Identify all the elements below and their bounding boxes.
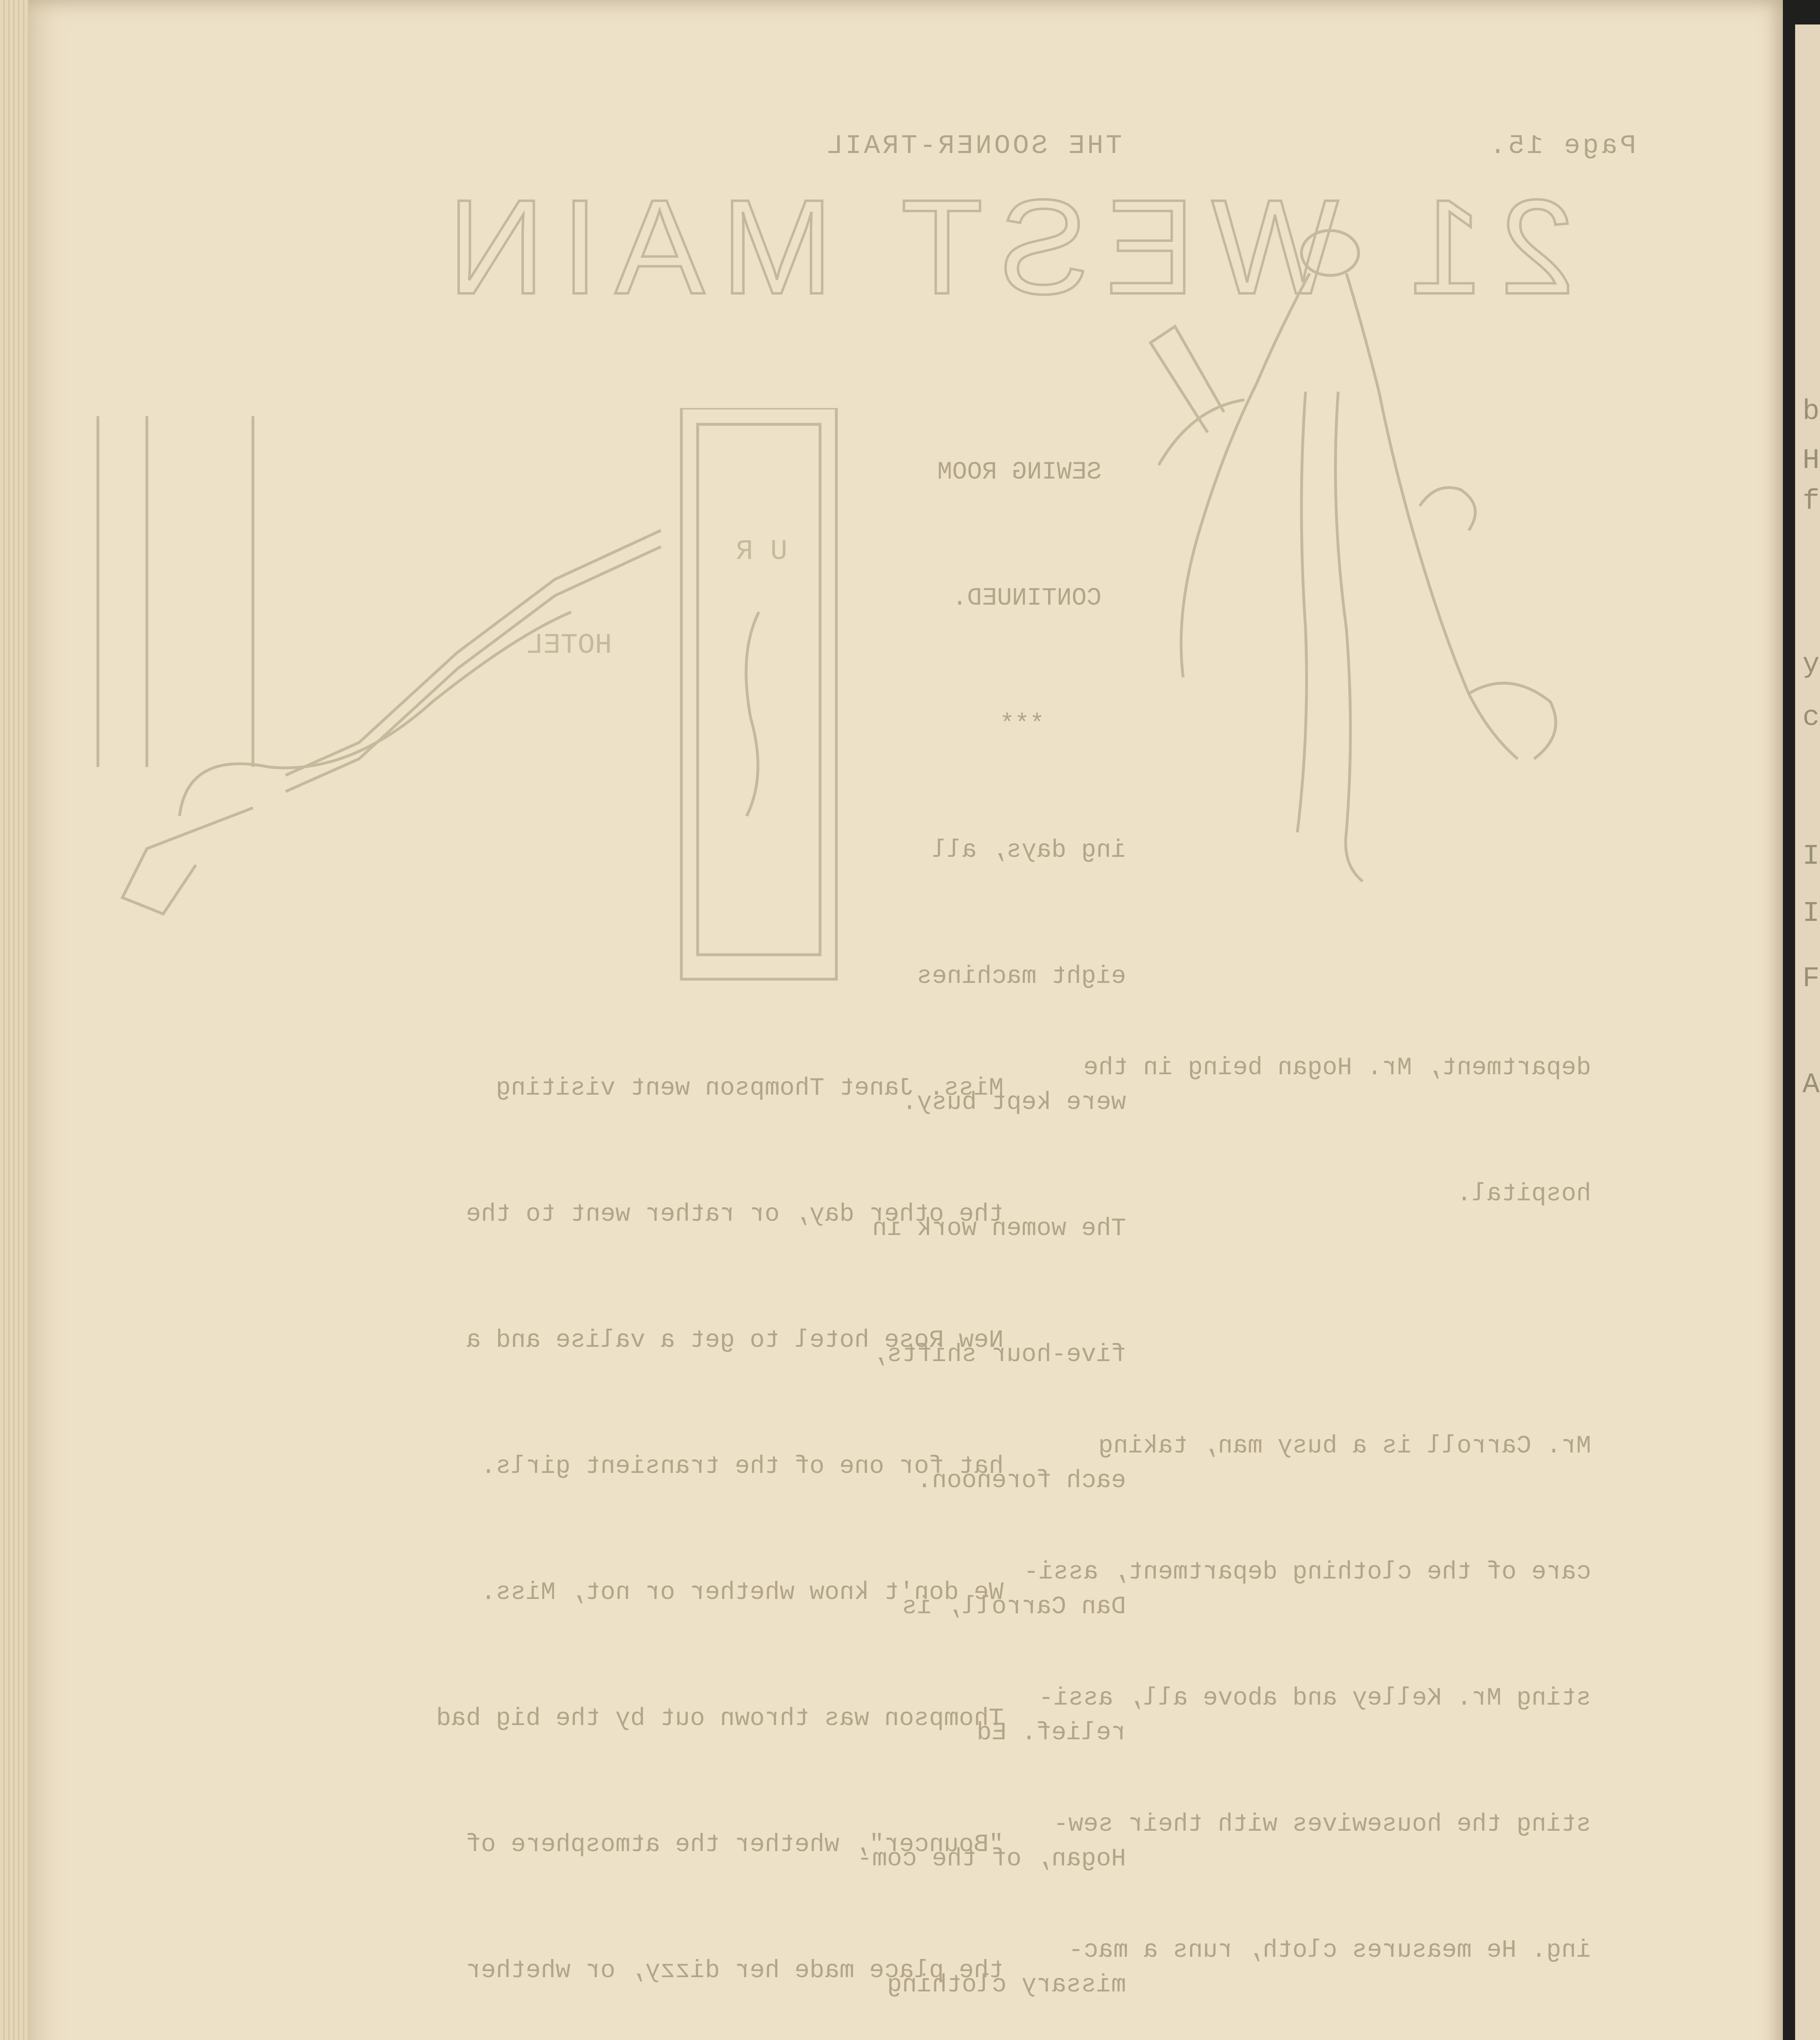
text-line: ing. He measures cloth, runs a mac- [1068,1936,1591,1965]
text-line: care of the clothing department, assi- [1023,1558,1591,1586]
text-line: New Rose hotel to get a valise and a [466,1326,1004,1355]
adjacent-letter: I [1802,898,1820,930]
door-lettering: U R [736,536,787,568]
text-line: Mr. Carroll is a busy man, taking [1098,1432,1591,1460]
separator-stars: *** [1000,710,1044,738]
text-line: eight machines [917,962,1126,991]
text-line: were kept busy. [902,1089,1126,1117]
adjacent-letter: f [1802,486,1820,518]
adjacent-letter: H [1802,445,1820,477]
hotel-sign-text: HOTEL [526,630,612,662]
text-line: the other day, or rather went to the [466,1200,1004,1228]
adjacent-letter: c [1802,702,1820,734]
text-line: the place made her dizzy, or whether [466,1957,1004,1985]
text-line: each forenoon. [917,1467,1126,1495]
column-heading: SEWING ROOM [937,458,1102,486]
text-line: ing days, all [932,836,1126,865]
adjacent-letter: b [1802,396,1820,428]
text-line: "Bouncer", whether the atmosphere of [466,1831,1004,1859]
text-line: We don't know whether or not, Miss. [481,1579,1004,1607]
page-header [184,131,1636,171]
adjacent-letter: A [1802,1069,1820,1101]
left-column-articles [204,983,1004,2040]
text-line: hospital. [1456,1180,1591,1208]
text-line: Hogan, of the com- [857,1845,1126,1873]
text-line: Dan Carroll, is [902,1593,1126,1621]
publication-title: THE SOONER-TRAIL [824,131,1122,161]
page-number: Page 15. [1487,131,1636,161]
text-line: missary clothing [887,1971,1126,1999]
text-line: department, Mr. Hogan being in the [1083,1054,1591,1082]
text-line: sting the housewives with their sew- [1053,1810,1591,1838]
text-line: five-hour shifts, [872,1341,1126,1369]
text-line: Thompson was thrown out by the big bad [436,1705,1004,1733]
adjacent-letter: F [1802,963,1820,995]
text-line: hat for one of the transient girls. [481,1452,1004,1481]
text-line: relief. Ed [976,1719,1126,1747]
adjacent-letter: I [1802,840,1820,873]
adjacent-letter: y [1802,649,1820,681]
text-line: sting Mr. Kelley and above all, assi- [1038,1684,1591,1712]
column-heading: CONTINUED. [952,584,1102,612]
masthead-title: 21 WEST MAIN [431,171,1575,322]
text-line: Miss. Janet Thompson went visiting [496,1074,1004,1102]
hotel-stairs-illustration [90,408,922,1012]
text-line: The women work in [872,1215,1126,1243]
colonial-figure-illustration [1134,220,1591,914]
